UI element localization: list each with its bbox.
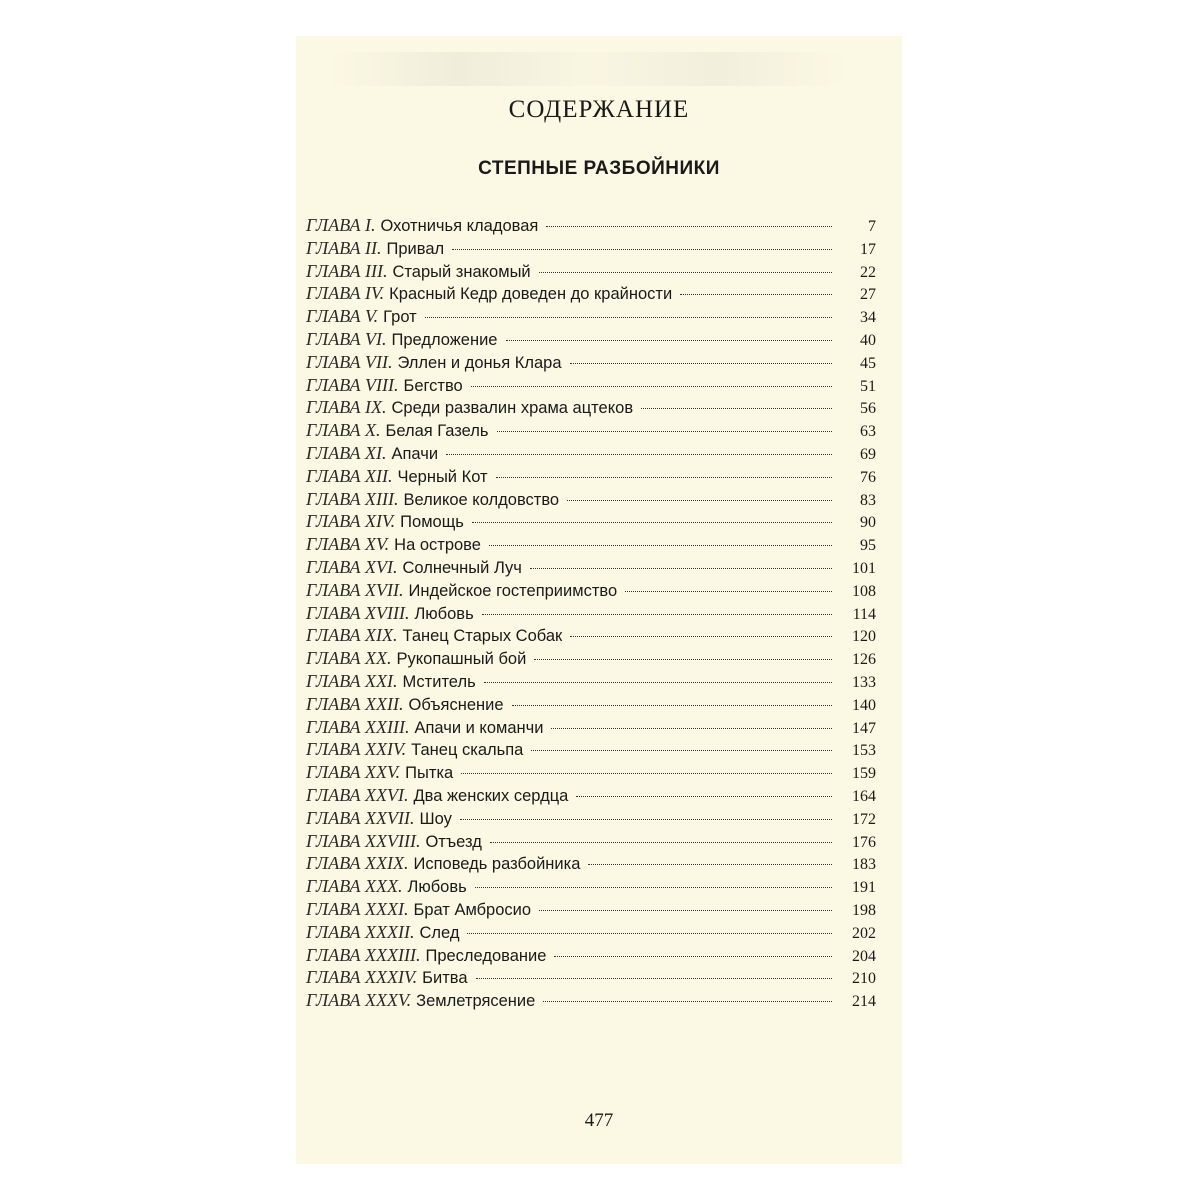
page-title: СОДЕРЖАНИЕ [508,96,690,123]
toc-entry [306,465,876,488]
chapter-title: На острове [394,536,481,555]
chapter-label: ГЛАВА XXIX. [306,853,409,874]
chapter-label: ГЛАВА XXV. [306,762,401,783]
chapter-page-number: 45 [860,354,876,372]
dot-leader [570,363,832,364]
chapter-title: Любовь [414,604,474,623]
chapter-label: ГЛАВА XIX. [306,625,398,646]
chapter-page-number: 95 [860,537,876,555]
chapter-page-number: 147 [852,719,876,737]
chapter-label: ГЛАВА XXVII. [306,807,415,828]
toc-entry [306,807,876,830]
chapter-page-number: 63 [860,423,876,441]
dot-leader [452,249,832,250]
chapter-page-number: 56 [860,400,876,418]
chapter-label: ГЛАВА XV. [306,534,390,555]
chapter-title: Рукопашный бой [396,650,527,669]
toc-entry [306,374,876,397]
chapter-label: ГЛАВА XXI. [306,670,398,691]
toc-entry [306,214,876,237]
dot-leader [531,750,832,751]
chapter-page-number: 214 [852,993,876,1011]
toc-entry [306,921,876,944]
chapter-label: ГЛАВА X. [306,420,381,441]
dot-leader [512,705,832,706]
toc-entry [306,602,876,625]
dot-leader [506,340,833,341]
chapter-title: Брат Амбросио [413,900,532,919]
chapter-label: ГЛАВА IV. [306,283,385,304]
chapter-title: Землетрясение [416,992,536,1011]
dot-leader [482,614,832,615]
dot-leader [484,682,832,683]
chapter-title: Танец скальпа [411,741,524,760]
chapter-title: Битва [422,969,468,988]
chapter-page-number: 126 [852,651,876,669]
chapter-label: ГЛАВА XXXIII. [306,944,421,965]
dot-leader [539,910,832,911]
chapter-page-number: 204 [852,947,876,965]
chapter-title: Объяснение [408,695,504,714]
chapter-page-number: 40 [860,331,876,349]
toc-entry [306,738,876,761]
toc-entry [306,693,876,716]
chapter-label: ГЛАВА XI. [306,442,387,463]
chapter-page-number: 176 [852,833,876,851]
chapter-title: Помощь [400,513,464,532]
chapter-title: Апачи [391,444,439,463]
toc-entry [306,875,876,898]
chapter-label: ГЛАВА III. [306,260,388,281]
toc-entry [306,351,876,374]
toc-entry [306,419,876,442]
chapter-label: ГЛАВА XIII. [306,488,399,509]
chapter-label: ГЛАВА VI. [306,328,387,349]
chapter-page-number: 153 [852,742,876,760]
chapter-page-number: 27 [860,286,876,304]
chapter-page-number: 17 [860,240,876,258]
chapter-page-number: 120 [852,628,876,646]
chapter-label: ГЛАВА V. [306,306,379,327]
toc-entry [306,624,876,647]
dot-leader [489,545,832,546]
chapter-page-number: 172 [852,810,876,828]
toc-entry [306,260,876,283]
dot-leader [680,294,832,295]
dot-leader [425,317,832,318]
chapter-label: ГЛАВА XII. [306,465,393,486]
toc-entry [306,761,876,784]
chapter-title: Преследование [425,946,547,965]
toc-entry [306,647,876,670]
chapter-page-number: 114 [852,605,876,623]
chapter-page-number: 83 [860,491,876,509]
chapter-label: ГЛАВА XX. [306,648,392,669]
chapter-title: Шоу [419,809,452,828]
chapter-label: ГЛАВА VIII. [306,374,399,395]
dot-leader [475,887,832,888]
chapter-title: Танец Старых Собак [402,627,563,646]
dot-leader [588,864,832,865]
chapter-title: Охотничья кладовая [380,217,539,235]
toc-entry [306,510,876,533]
chapter-page-number: 183 [852,856,876,874]
dot-leader [554,956,832,957]
toc-entry [306,989,876,1012]
dot-leader [641,408,832,409]
chapter-label: ГЛАВА XXII. [306,693,404,714]
toc-entry [306,716,876,739]
book-page [296,36,902,1164]
dot-leader [461,773,832,774]
chapter-page-number: 159 [852,765,876,783]
toc-entry [306,579,876,602]
dot-leader [530,568,832,569]
toc-entry [306,488,876,511]
chapter-label: ГЛАВА II. [306,237,382,258]
chapter-page-number: 101 [852,559,876,577]
chapter-label: ГЛАВА VII. [306,351,393,372]
chapter-title: Мститель [402,672,476,691]
chapter-title: Красный Кедр доведен до крайности [389,285,673,304]
page-number: 477 [584,1110,614,1131]
chapter-label: ГЛАВА XXVIII. [306,830,421,851]
chapter-label: ГЛАВА IX. [306,397,387,418]
chapter-title: Индейское гостеприимство [408,581,618,600]
dot-leader [472,522,832,523]
chapter-label: ГЛАВА XVIII. [306,602,410,623]
chapter-label: ГЛАВА XXXII. [306,921,415,942]
toc-entry [306,944,876,967]
chapter-page-number: 202 [852,924,876,942]
chapter-title: Старый знакомый [392,262,531,281]
chapter-title: Бегство [403,376,463,395]
toc-entry [306,282,876,305]
dot-leader [496,477,832,478]
dot-leader [543,1001,832,1002]
chapter-label: ГЛАВА XIV. [306,511,396,532]
toc-entry [306,852,876,875]
chapter-label: ГЛАВА XVI. [306,556,398,577]
chapter-title: Предложение [391,330,498,349]
chapter-title: Отъезд [425,832,482,851]
table-of-contents [306,214,876,1012]
dot-leader [460,819,832,820]
chapter-label: ГЛАВА XXVI. [306,784,409,805]
chapter-title: Грот [383,308,417,327]
toc-entry [306,442,876,465]
dot-leader [476,978,832,979]
chapter-label: ГЛАВА XXXV. [306,990,412,1011]
chapter-title: Черный Кот [397,467,488,486]
toc-entry [306,966,876,989]
chapter-label: ГЛАВА I. [306,215,376,235]
toc-entry [306,898,876,921]
dot-leader [546,226,832,227]
chapter-page-number: 164 [852,787,876,805]
dot-leader [497,431,832,432]
chapter-title: Солнечный Луч [402,558,522,577]
dot-leader [551,728,832,729]
dot-leader [570,636,832,637]
dot-leader [471,386,832,387]
toc-entry [306,830,876,853]
chapter-label: ГЛАВА XXX. [306,876,403,897]
chapter-page-number: 51 [860,377,876,395]
toc-entry [306,396,876,419]
dot-leader [446,454,832,455]
chapter-page-number: 69 [860,445,876,463]
dot-leader [534,659,832,660]
chapter-title: Среди развалин храма ацтеков [391,399,634,418]
chapter-label: ГЛАВА XXIV. [306,739,407,760]
chapter-title: Привал [386,239,445,258]
chapter-page-number: 22 [860,263,876,281]
dot-leader [539,272,832,273]
dot-leader [567,500,832,501]
chapter-title: Эллен и донья Клара [397,353,562,372]
toc-entry [306,533,876,556]
chapter-title: Белая Газель [385,422,489,441]
chapter-title: Апачи и команчи [414,718,544,737]
dot-leader [625,591,832,592]
chapter-title: Любовь [407,878,467,897]
chapter-label: ГЛАВА XXIII. [306,716,410,737]
toc-entry [306,237,876,260]
chapter-title: Великое колдовство [403,490,560,509]
chapter-label: ГЛАВА XXXI. [306,898,409,919]
chapter-page-number: 140 [852,696,876,714]
chapter-page-number: 198 [852,901,876,919]
dot-leader [490,842,832,843]
toc-entry [306,556,876,579]
chapter-title: След [419,923,460,942]
chapter-label: ГЛАВА XVII. [306,579,404,600]
chapter-title: Пытка [405,764,454,783]
chapter-page-number: 90 [860,514,876,532]
section-title: СТЕПНЫЕ РАЗБОЙНИКИ [478,158,720,179]
toc-entry [306,784,876,807]
bleed-through-text [328,52,848,86]
chapter-label: ГЛАВА XXXIV. [306,967,418,988]
chapter-page-number: 133 [852,673,876,691]
dot-leader [576,796,832,797]
dot-leader [467,933,832,934]
chapter-title: Два женских сердца [413,786,569,805]
chapter-page-number: 210 [852,970,876,988]
toc-entry [306,328,876,351]
chapter-page-number: 108 [852,582,876,600]
chapter-title: Исповедь разбойника [413,855,581,874]
chapter-page-number: 34 [860,309,876,327]
toc-entry [306,670,876,693]
chapter-page-number: 7 [868,218,876,235]
toc-entry [306,305,876,328]
chapter-page-number: 76 [860,468,876,486]
chapter-page-number: 191 [852,879,876,897]
